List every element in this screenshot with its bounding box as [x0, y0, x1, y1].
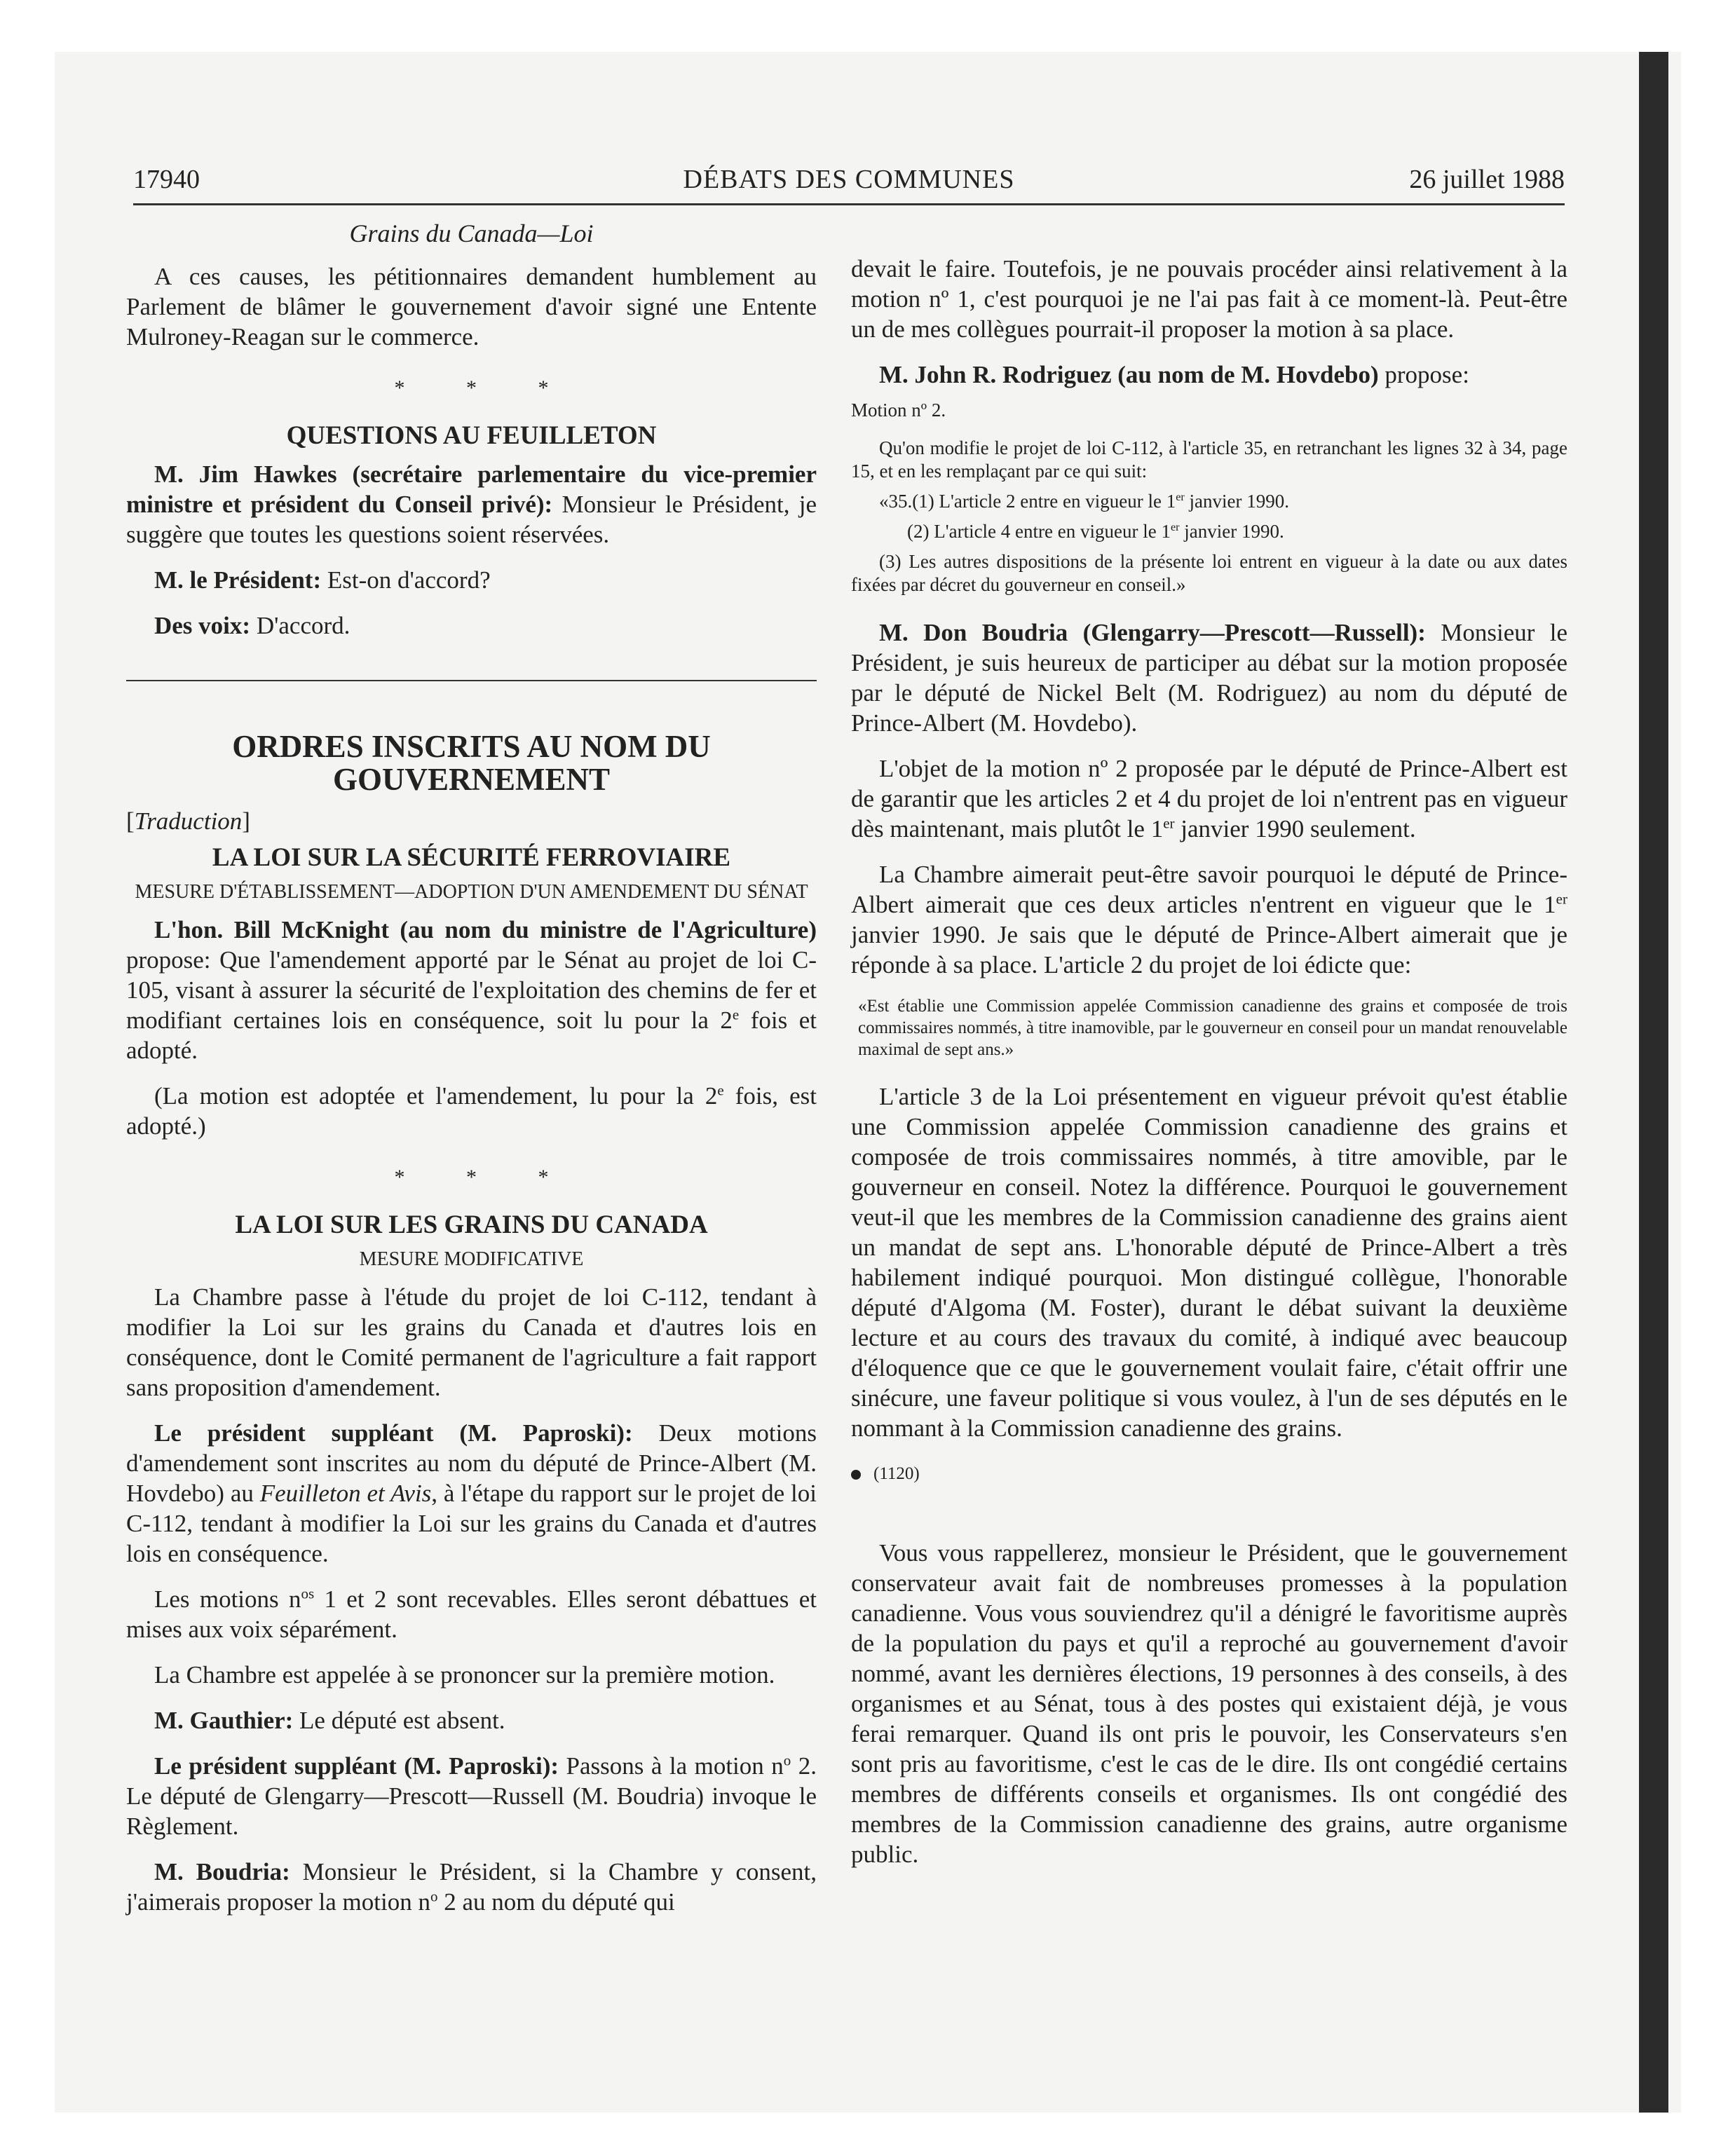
page-header: [133, 165, 1565, 205]
speech-text: Est-on d'accord?: [321, 566, 491, 594]
gauthier-paragraph: M. Gauthier: Le député est absent.: [154, 1707, 505, 1734]
speaker-name: Des voix:: [154, 612, 251, 639]
rodriguez-paragraph: M. John R. Rodriguez (au nom de M. Hovdebo) propose:: [879, 361, 1469, 388]
right-column: [851, 254, 1567, 1885]
chambre-paragraph: La Chambre passe à l'étude du projet de loi C-112, tendant à modifier la Loi sur les grains du Canada et d'autres lois en conséquence, dont le Comité permanent de l'agriculture a fait rapport sans proposition d'amendement.: [126, 1283, 817, 1401]
speaker-name: Le président suppléant (M. Paproski):: [154, 1752, 559, 1780]
speech-text: Monsieur le Président, je suggère que toutes les questions soient réservées.: [126, 491, 817, 548]
adopted-paragraph: (La motion est adoptée et l'amendement, lu pour la 2e fois, est adopté.): [126, 1082, 817, 1140]
publication-title: DÉBATS DES COMMUNES: [683, 165, 1015, 194]
scan-edge-shadow: [1639, 52, 1668, 2113]
motion-clause-3: (3) Les autres dispositions de la présente loi entrent en vigueur à la date ou aux dates fixées par décret du gouverneur en conseil.»: [851, 551, 1567, 595]
heading-grains: LA LOI SUR LES GRAINS DU CANADA: [235, 1210, 708, 1239]
boudria-paragraph-1: M. Boudria: Monsieur le Président, si la Chambre y consent, j'aimerais proposer la motion $n^o$ 2 au nom du député qui: [126, 1858, 817, 1916]
speaker-name: Le président suppléant (M. Paproski):: [154, 1419, 633, 1447]
page-number: 17940: [133, 165, 200, 194]
time-marker: (1120): [851, 1459, 1567, 1489]
speaker-name: M. Boudria:: [154, 1858, 290, 1885]
left-column: [126, 219, 817, 1932]
section-separator: * * *: [394, 376, 577, 400]
rappellerez-paragraph: Vous vous rappellerez, monsieur le Président, que le gouvernement conservateur avait fait de nombreuses promesses à la population canadienne. Vous vous souviendrez qu'il a dénigré le favoritisme auprès de la population du pays et qu'il a reproché au gouvernement d'avoir nommé, avant les dernières élections, 19 personnes à des conseils, à des organismes et au Sénat, tous à des postes qui existaient déjà, je vous ferai remarquer. Quand ils ont pris le pouvoir, les Conservateurs s'en sont pris au favoritisme, c'est le cas de le dire. Ils ont congédié certains membres de différents conseils et organismes. Ils ont congédié des membres de la Commission canadienne des grains, autre organisme public.: [851, 1539, 1567, 1868]
boudria-paragraph-2: M. Don Boudria (Glengarry—Prescott—Russell): Monsieur le Président, je suis heureux de participer au débat sur la motion proposée par le député de Nickel Belt (M. Rodriguez) au nom du député de Prince-Albert (M. Hovdebo).: [851, 619, 1568, 737]
speaker-name: M. Jim Hawkes (secrétaire parlementaire du vice-premier ministre et président du Conseil privé):: [126, 460, 817, 518]
objet-paragraph: L'objet de la motion nº 2 proposée par le député de Prince-Albert est de garantir que les articles 2 et 4 du projet de loi n'entrent pas en vigueur dès maintenant, mais plutôt le 1er janvier 1990 seulement.: [851, 755, 1567, 842]
petition-paragraph: A ces causes, les pétitionnaires demandent humblement au Parlement de blâmer le gouvernement d'avoir signé une Entente Mulroney-Reagan sur le commerce.: [126, 263, 817, 350]
bullet-icon: [851, 1470, 861, 1480]
speaker-name: M. Don Boudria (Glengarry—Prescott—Russell):: [879, 619, 1426, 646]
president-paragraph: [126, 565, 817, 595]
speaker-name: M. le Président:: [154, 566, 322, 594]
translation-note: [Traduction]: [126, 807, 250, 835]
speech-text: D'accord.: [250, 612, 351, 639]
voix-paragraph: [126, 610, 817, 641]
hawkes-paragraph: [126, 459, 817, 550]
chambre-aimerait-paragraph: La Chambre aimerait peut-être savoir pourquoi le député de Prince-Albert aimerait que ces deux articles n'entrent en vigueur que le 1er janvier 1990. Je sais que le député de Prince-Albert aimerait que je réponde à sa place. L'article 2 du projet de loi édicte que:: [851, 861, 1567, 978]
motion-intro: Qu'on modifie le projet de loi C-112, à l'article 35, en retranchant les lignes 32 à 34, page 15, et en les remplaçant par ce qui suit:: [851, 437, 1567, 482]
article3-paragraph: L'article 3 de la Loi présentement en vigueur prévoit qu'est établie une Commission appelée Commission canadienne des grains et composée de trois commissaires nommés, à titre amovible, par le gouverneur en conseil. Notez la différence. Pourquoi le gouvernement veut-il que les membres de la Commission canadienne des grains aient un mandat de sept ans. L'honorable député de Prince-Albert a très habilement indiqué pourquoi. Mon distingué collègue, l'honorable député d'Algoma (M. Foster), durant le débat suivant la deuxième lecture et au cours des travaux du comité, à indiqué avec beaucoup d'éloquence que ce que le gouvernement voulait faire, c'était offrir une sinécure, une faveur politique si vous voulez, à l'un de ses députés en le nommant à la Commission canadienne des grains.: [851, 1083, 1567, 1442]
heading-ordres: ORDRES INSCRITS AU NOM DU GOUVERNEMENT: [232, 729, 711, 797]
translation-word: Traduction: [134, 807, 243, 835]
section-separator: * * *: [394, 1166, 577, 1189]
speaker-name: L'hon. Bill McKnight (au nom du ministre de l'Agriculture): [154, 916, 817, 943]
section-rule: [126, 680, 817, 681]
motions-paragraph: Les motions $n^{os}$ 1 et 2 sont recevables. Elles seront débattues et mises aux voix séparément.: [126, 1585, 817, 1643]
appelee-paragraph: La Chambre est appelée à se prononcer sur la première motion.: [154, 1661, 775, 1688]
quoted-article: «Est établie une Commission appelée Commission canadienne des grains et composée de trois commissaires nommés, à titre inamovible, par le gouverneur en conseil pour un mandat renouvelable maximal de sept ans.»: [858, 997, 1567, 1059]
publication-date: 26 juillet 1988: [1409, 165, 1565, 194]
speaker-name: M. John R. Rodriguez (au nom de M. Hovdebo): [879, 361, 1379, 388]
running-head: Grains du Canada—Loi: [349, 219, 594, 247]
paproski-paragraph-2: Le président suppléant (M. Paproski): Passons à la motion $n^o$ 2. Le député de Glengarry—Prescott—Russell (M. Boudria) invoque le Règlement.: [126, 1752, 817, 1840]
motion-clause-2: (2) L'article 4 entre en vigueur le 1er janvier 1990.: [907, 521, 1284, 542]
motion-clause-1: «35.(1) L'article 2 entre en vigueur le 1er janvier 1990.: [879, 491, 1289, 512]
motion-label: Motion nº 2.: [851, 400, 946, 421]
subheading-ferroviaire: MESURE D'ÉTABLISSEMENT—ADOPTION D'UN AMENDEMENT DU SÉNAT: [135, 881, 808, 903]
continued-paragraph: devait le faire. Toutefois, je ne pouvais procéder ainsi relativement à la motion nº 1, c'est pourquoi je ne l'ai pas fait à ce moment-là. Peut-être un de mes collègues pourrait-il proposer la motion à sa place.: [851, 255, 1567, 343]
paproski-paragraph-1: Le président suppléant (M. Paproski): Deux motions d'amendement sont inscrites au nom du député de Prince-Albert (M. Hovdebo) au Feuilleton et Avis, à l'étape du rapport sur le projet de loi C-112, tendant à modifier la Loi sur les grains du Canada et d'autres lois en conséquence.: [126, 1419, 817, 1567]
subheading-grains: MESURE MODIFICATIVE: [359, 1248, 584, 1270]
speaker-name: M. Gauthier:: [154, 1707, 294, 1734]
heading-ferroviaire: LA LOI SUR LA SÉCURITÉ FERROVIAIRE: [212, 843, 731, 872]
mcknight-paragraph: L'hon. Bill McKnight (au nom du ministre de l'Agriculture) propose: Que l'amendement apporté par le Sénat au projet de loi C-105, visant à assurer la sécurité de l'exploitation des chemins de fer et modifiant certaines lois en conséquence, soit lu pour la 2e fois et adopté.: [126, 916, 817, 1064]
heading-questions: QUESTIONS AU FEUILLETON: [286, 421, 657, 450]
